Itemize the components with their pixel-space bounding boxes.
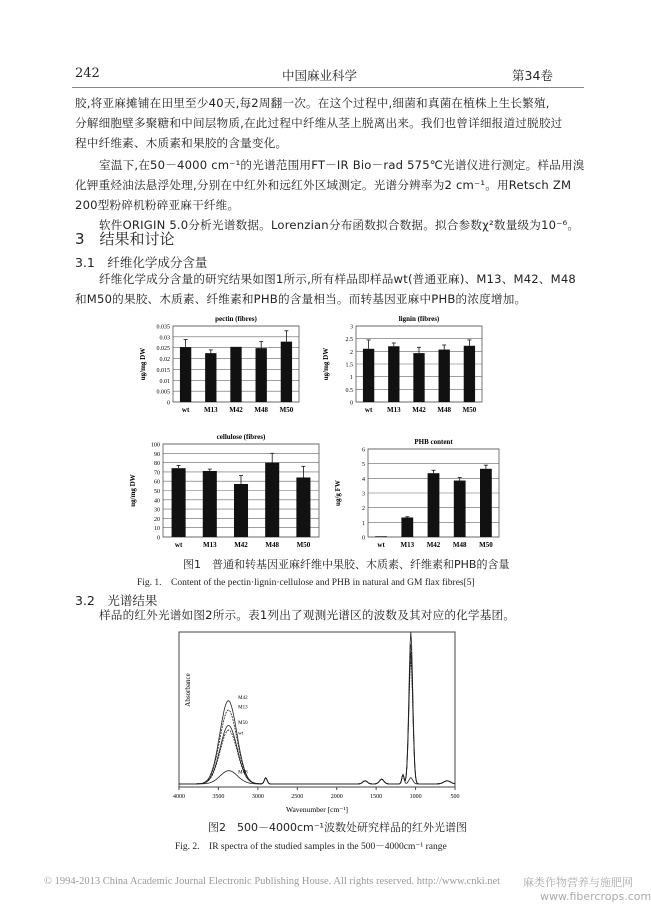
- figure-2-caption-cn: 图2 500－4000cm⁻¹波数处研究样品的红外光谱图: [208, 821, 467, 834]
- x-tick-label: M50: [279, 406, 294, 414]
- y-tick-label: 90: [154, 451, 160, 458]
- x-tick-label: 3500: [212, 794, 225, 800]
- x-tick-label: M48: [437, 406, 452, 414]
- y-tick-label: 0.025: [156, 346, 170, 353]
- y-tick-label: 0.02: [159, 357, 170, 364]
- page-number: 242: [75, 66, 100, 81]
- bar-M13: [388, 346, 399, 402]
- y-axis-label: ug/mg DW: [129, 474, 137, 507]
- text-line: 和M50的果胶、木质素、纤维素和PHB的含量相当。而转基因亚麻中PHB的浓度增加。: [75, 292, 527, 306]
- watermark-url: www.fibercrops.com: [540, 890, 651, 903]
- bar-M42: [230, 347, 241, 402]
- y-tick-label: 0.01: [159, 378, 170, 385]
- y-tick-label: 10: [154, 526, 160, 533]
- text-line: 分解细胞壁多聚糖和中间层物质,在此过程中纤维从茎上脱离出来。我们也曾详细报道过脱胶过: [75, 116, 563, 130]
- x-tick-label: 2000: [330, 794, 343, 800]
- y-tick-label: 0.035: [156, 324, 170, 331]
- header-rule: [72, 87, 584, 88]
- y-tick-label: 0.015: [156, 367, 170, 374]
- plot-frame: [179, 632, 455, 787]
- paragraph-1: [75, 93, 585, 153]
- bar-wt: [180, 347, 191, 402]
- y-tick-label: 0: [167, 400, 170, 407]
- y-tick-label: 3: [362, 491, 365, 498]
- series-label: M48: [238, 770, 248, 776]
- bar-M42: [428, 473, 440, 537]
- x-tick-label: 3000: [251, 794, 264, 800]
- x-tick-label: 2500: [291, 794, 304, 800]
- x-tick-label: M50: [462, 406, 477, 414]
- y-axis-label: ug/mg DW: [139, 347, 147, 381]
- series-label: M42: [238, 696, 248, 702]
- x-tick-label: M42: [234, 541, 248, 549]
- x-tick-label: wt: [181, 406, 190, 414]
- bar-M48: [439, 350, 450, 402]
- y-tick-label: 1: [362, 520, 365, 527]
- bar-M48: [454, 481, 466, 537]
- journal-title: 中国麻业科学: [282, 68, 358, 83]
- x-tick-label: 500: [450, 794, 460, 800]
- bar-M13: [205, 353, 216, 402]
- bar-wt: [363, 349, 374, 402]
- y-tick-label: 0: [362, 535, 365, 542]
- x-tick-label: M13: [400, 541, 415, 549]
- paragraph-2: [75, 155, 585, 215]
- x-tick-label: wt: [364, 406, 373, 414]
- bar-wt: [172, 468, 186, 537]
- x-tick-label: wt: [174, 541, 183, 549]
- series-label: M50: [238, 720, 248, 726]
- y-tick-label: 0: [350, 400, 353, 407]
- chart-title: lignin (fibres): [398, 315, 440, 323]
- y-tick-label: 5: [362, 462, 365, 469]
- y-tick-label: 20: [154, 516, 160, 523]
- x-tick-label: 4000: [173, 794, 185, 800]
- y-tick-label: 1: [350, 375, 353, 382]
- bar-M48: [256, 348, 267, 402]
- x-tick-label: M48: [265, 541, 280, 549]
- cellulose-chart: [125, 430, 325, 555]
- copyright-footer: © 1994-2013 China Academic Journal Electronic Publishing House. All rights reserved. http://www.cnki.net: [44, 876, 501, 887]
- lignin-chart: [318, 312, 488, 420]
- y-axis-label: ug/g FW: [334, 480, 342, 506]
- text-line: 纤维化学成分含量的研究结果如图1所示,所有样品即样品wt(普通亚麻)、M13、M42、M48: [99, 272, 577, 286]
- bar-M50: [296, 477, 310, 537]
- text-line: 程中纤维素、木质素和果胶的含量变化。: [75, 136, 288, 150]
- y-axis-label: Absorbance: [184, 673, 192, 707]
- text-line: 胶,将亚麻摊铺在田里至少40天,每2周翻一次。在这个过程中,细菌和真菌在植株上生长繁殖,: [75, 96, 550, 110]
- figure-2-caption-en: Fig. 2. IR spectra of the studied samples in the 500－4000cm⁻¹ range: [175, 842, 447, 852]
- y-tick-label: 70: [154, 470, 160, 477]
- y-tick-label: 40: [154, 498, 160, 505]
- x-tick-label: M13: [202, 541, 217, 549]
- bar-M48: [265, 463, 279, 537]
- y-tick-label: 4: [362, 476, 365, 483]
- y-tick-label: 0: [157, 535, 160, 542]
- y-tick-label: 2: [362, 506, 365, 513]
- x-tick-label: 1000: [409, 794, 422, 800]
- spectrum-M42: [179, 632, 455, 784]
- x-tick-label: wt: [377, 541, 385, 549]
- x-tick-label: M50: [479, 541, 493, 549]
- volume-label: 第34卷: [512, 68, 553, 83]
- text-line: 室温下,在50－4000 cm⁻¹的光谱范围用FT－IR Bio－rad 575℃光谱仪进行测定。样品用溴: [99, 158, 585, 172]
- chart-title: cellulose (fibres): [216, 433, 266, 441]
- y-tick-label: 3: [350, 324, 353, 331]
- x-tick-label: 1500: [370, 794, 383, 800]
- y-tick-label: 2: [350, 349, 353, 356]
- bar-M42: [413, 353, 424, 402]
- paragraph-4: [75, 269, 585, 309]
- y-tick-label: 0.005: [156, 389, 170, 396]
- section-heading-3-2: 3.2 光谱结果: [75, 593, 158, 608]
- figure-1-caption-cn: 图1 普通和转基因亚麻纤维中果胶、木质素、纤维素和PHB的含量: [183, 558, 510, 571]
- text-line: 化钾重烃油法悬浮处理,分别在中红外和远红外区域测定。光谱分辨率为2 cm⁻¹。用Retsch ZM: [75, 178, 572, 192]
- y-tick-label: 60: [154, 479, 160, 486]
- figure-1-caption-en: Fig. 1. Content of the pectin·lignin·cellulose and PHB in natural and GM flax fibres[5]: [137, 578, 475, 588]
- chart-title: PHB content: [414, 438, 453, 446]
- bar-M50: [464, 346, 475, 402]
- y-tick-label: 6: [362, 447, 365, 454]
- paragraph-3: 软件ORIGIN 5.0分析光谱数据。Lorenzian分布函数拟合数据。拟合参数χ²数量级为10⁻⁶。: [99, 218, 580, 232]
- bar-M42: [234, 484, 248, 537]
- series-label: M13: [238, 705, 248, 711]
- x-tick-label: M42: [426, 541, 441, 549]
- y-tick-label: 2.5: [345, 337, 353, 344]
- y-tick-label: 50: [154, 489, 160, 495]
- section-heading-3: 3 结果和讨论: [75, 230, 175, 248]
- bar-M13: [203, 471, 217, 537]
- bar-wt: [375, 536, 387, 537]
- x-tick-label: M13: [203, 406, 218, 414]
- x-tick-label: M13: [386, 406, 401, 414]
- series-label: wt: [238, 731, 244, 737]
- x-tick-label: M48: [452, 541, 467, 549]
- y-tick-label: 80: [154, 461, 160, 468]
- bar-M50: [281, 342, 292, 402]
- watermark: 麻类作物营养与施肥网: [523, 876, 633, 889]
- x-tick-label: M42: [229, 406, 243, 414]
- x-tick-label: M50: [296, 541, 311, 549]
- phb-chart: [330, 435, 505, 555]
- y-tick-label: 100: [151, 442, 160, 449]
- x-axis-label: Wavenumber [cm⁻¹]: [285, 805, 349, 814]
- y-tick-label: 30: [154, 507, 160, 514]
- pectin-chart: [135, 312, 305, 420]
- bar-M50: [480, 469, 492, 537]
- x-tick-label: M48: [254, 406, 269, 414]
- x-tick-label: M42: [412, 406, 426, 414]
- section-heading-3-1: 3.1 纤维化学成分含量: [75, 255, 208, 270]
- paragraph-5: 样品的红外光谱如图2所示。表1列出了观测光谱区的波数及其对应的化学基团。: [99, 608, 516, 622]
- y-tick-label: 1.5: [345, 362, 353, 369]
- y-axis-label: ug/mg DW: [322, 347, 330, 381]
- ir-spectrum-chart: [175, 630, 465, 825]
- y-tick-label: 0.03: [159, 335, 170, 342]
- text-line: 200型粉碎机粉碎亚麻干纤维。: [75, 198, 240, 212]
- bar-M13: [401, 517, 413, 537]
- y-tick-label: 0.5: [345, 387, 353, 394]
- chart-title: pectin (fibres): [215, 315, 257, 323]
- spectrum-M48: [179, 771, 455, 784]
